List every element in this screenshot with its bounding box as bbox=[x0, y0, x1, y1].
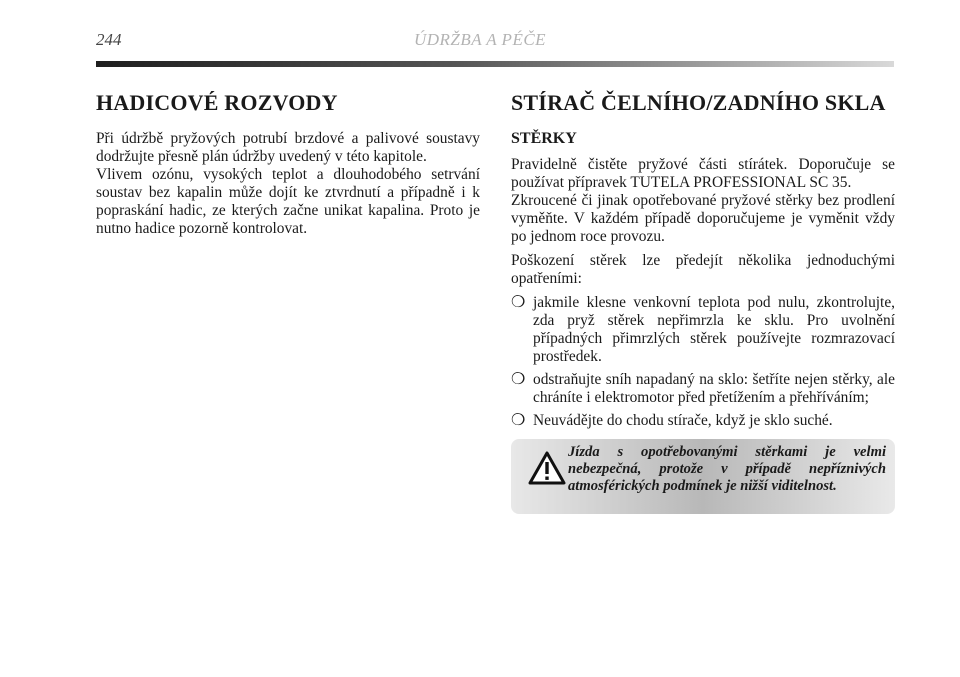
list-item-text: Neuvádějte do chodu stírače, když je sklo suché. bbox=[533, 412, 833, 429]
circle-bullet-icon: ❍ bbox=[511, 371, 526, 388]
list-item bbox=[511, 412, 895, 430]
paragraph: Při údržbě pryžových potrubí brzdové a palivové soustavy dodržujte přesně plán údržby uvedený v této kapitole. bbox=[96, 130, 480, 165]
left-column bbox=[96, 90, 480, 244]
section-title: ÚDRŽBA A PÉČE bbox=[413, 30, 547, 49]
heading-hose-systems: HADICOVÉ ROZVODY bbox=[96, 90, 338, 115]
list-item bbox=[511, 371, 895, 407]
circle-bullet-icon: ❍ bbox=[511, 412, 526, 429]
warning-text: Jízda s opotřebovanými stěrkami je velmi nebezpečná, protože v případě nepříznivých atmosférických podmínek je nižší viditelnost. bbox=[568, 444, 886, 494]
list-item-text: jakmile klesne venkovní teplota pod nulu, zkontrolujte, zda pryž stěrek nepřimrzla ke sklu. Pro uvolnění případných přimrzlých stěrek používejte rozmrazovací prostředek. bbox=[533, 294, 895, 365]
bullet-list bbox=[511, 294, 895, 430]
warning-triangle-icon bbox=[528, 451, 566, 485]
paragraph: Poškození stěrek lze předejít několika jednoduchými opatřeními: bbox=[511, 252, 895, 287]
subheading-wiper-blades: STĚRKY bbox=[511, 130, 577, 147]
paragraph: Vlivem ozónu, vysokých teplot a dlouhodobého setrvání soustav bez kapalin může dojít ke ztvrdnutí a případně i k popraskání hadic, ze kterých začne unikat kapalina. Proto je nutno hadice pozorně kontrolovat. bbox=[96, 166, 480, 237]
right-column bbox=[511, 90, 895, 435]
paragraph: Zkroucené či jinak opotřebované pryžové stěrky bez prodlení vyměňte. V každém případě doporučujeme je vyměnit vždy po jednom roce provozu. bbox=[511, 192, 895, 245]
header-divider bbox=[96, 61, 894, 67]
heading-wipers: STÍRAČ ČELNÍHO/ZADNÍHO SKLA bbox=[511, 90, 886, 115]
list-item bbox=[511, 294, 895, 366]
circle-bullet-icon: ❍ bbox=[511, 294, 526, 311]
page-number: 244 bbox=[96, 30, 122, 49]
paragraph: Pravidelně čistěte pryžové části stírátek. Doporučuje se používat přípravek TUTELA PROFESSIONAL SC 35. bbox=[511, 156, 895, 191]
list-item-text: odstraňujte sníh napadaný na sklo: šetříte nejen stěrky, ale chráníte i elektromotor před přetížením a přehříváním; bbox=[533, 371, 895, 406]
warning-box bbox=[511, 439, 895, 514]
